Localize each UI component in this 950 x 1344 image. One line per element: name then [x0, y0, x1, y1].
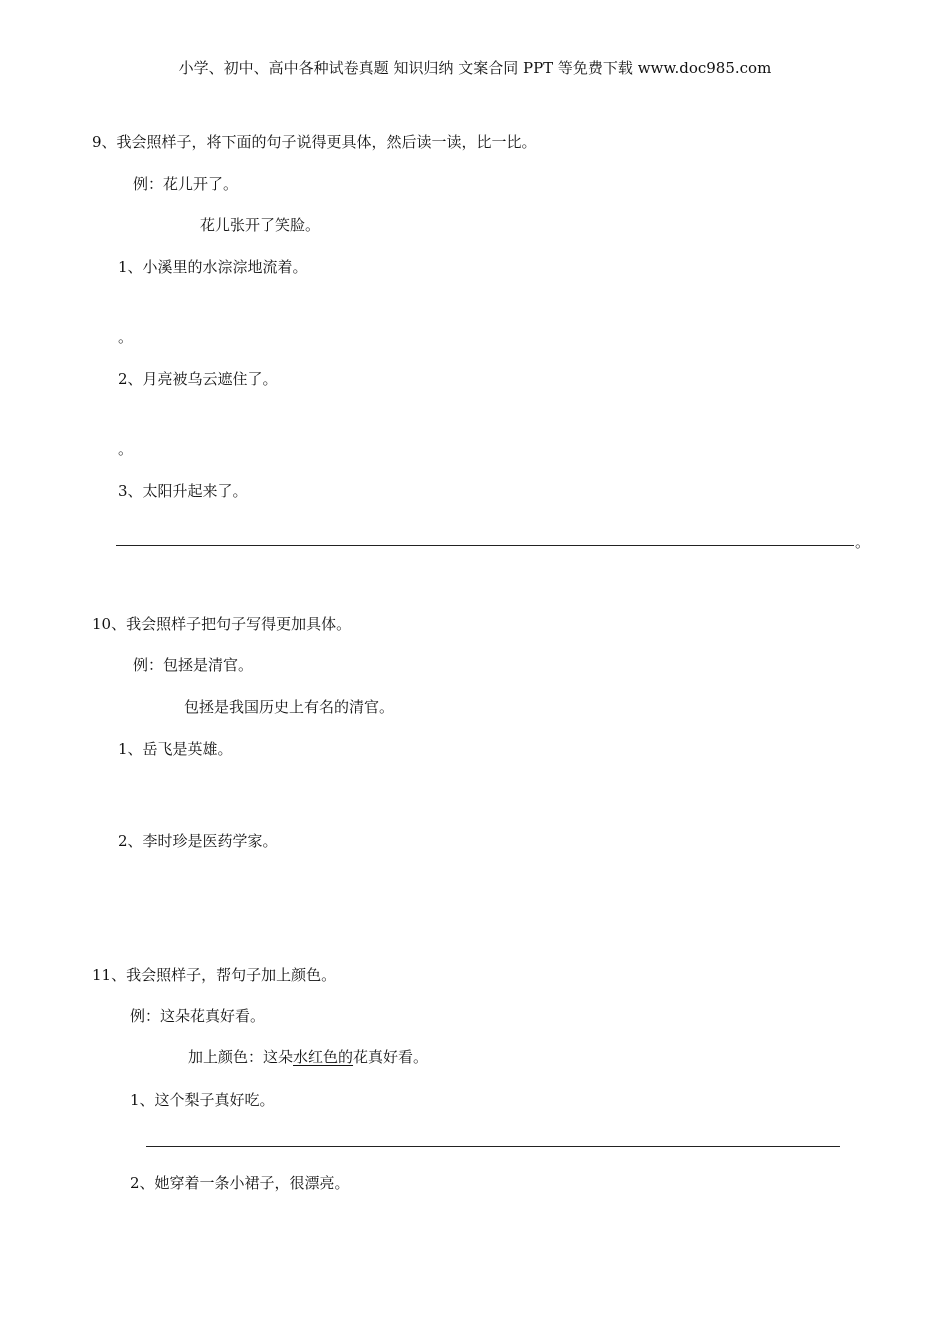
question-10-item-1: 1、岳飞是英雄。	[118, 740, 233, 758]
question-9-example-answer: 花儿张开了笑脸。	[200, 216, 321, 234]
question-9-item-2: 2、月亮被乌云遮住了。	[118, 370, 278, 388]
example-answer-prefix: 加上颜色：这朵	[188, 1048, 294, 1066]
question-10-example: 例：包拯是清官。	[133, 656, 254, 674]
question-9-item-3: 3、太阳升起来了。	[118, 482, 248, 500]
question-9-item-2-end-mark: 。	[118, 440, 134, 458]
question-11-title: 11、我会照样子，帮句子加上颜色。	[92, 966, 337, 984]
question-9-example: 例：花儿开了。	[133, 175, 239, 193]
example-answer-color-word: 水红色的	[293, 1048, 354, 1066]
question-9-title: 9、我会照样子，将下面的句子说得更具体，然后读一读，比一比。	[92, 133, 537, 151]
page-header-banner: 小学、初中、高中各种试卷真题 知识归纳 文案合同 PPT 等免费下载 www.doc985.com	[178, 59, 772, 77]
question-10-example-answer: 包拯是我国历史上有名的清官。	[184, 698, 395, 716]
question-9-item-3-end-mark: 。	[855, 533, 871, 551]
answer-line-q9-item-3[interactable]	[116, 545, 854, 546]
question-11-item-2: 2、她穿着一条小裙子，很漂亮。	[130, 1174, 350, 1192]
question-9-item-1: 1、小溪里的水淙淙地流着。	[118, 258, 308, 276]
question-10-item-2: 2、李时珍是医药学家。	[118, 832, 278, 850]
question-11-example-answer	[188, 1047, 428, 1067]
answer-line-q11-item-1[interactable]	[146, 1146, 840, 1147]
question-10-title: 10、我会照样子把句子写得更加具体。	[92, 615, 352, 633]
example-answer-suffix: 花真好看。	[353, 1048, 429, 1066]
question-11-example: 例：这朵花真好看。	[130, 1007, 266, 1025]
question-11-item-1: 1、这个梨子真好吃。	[130, 1091, 275, 1109]
question-9-item-1-end-mark: 。	[118, 328, 134, 346]
